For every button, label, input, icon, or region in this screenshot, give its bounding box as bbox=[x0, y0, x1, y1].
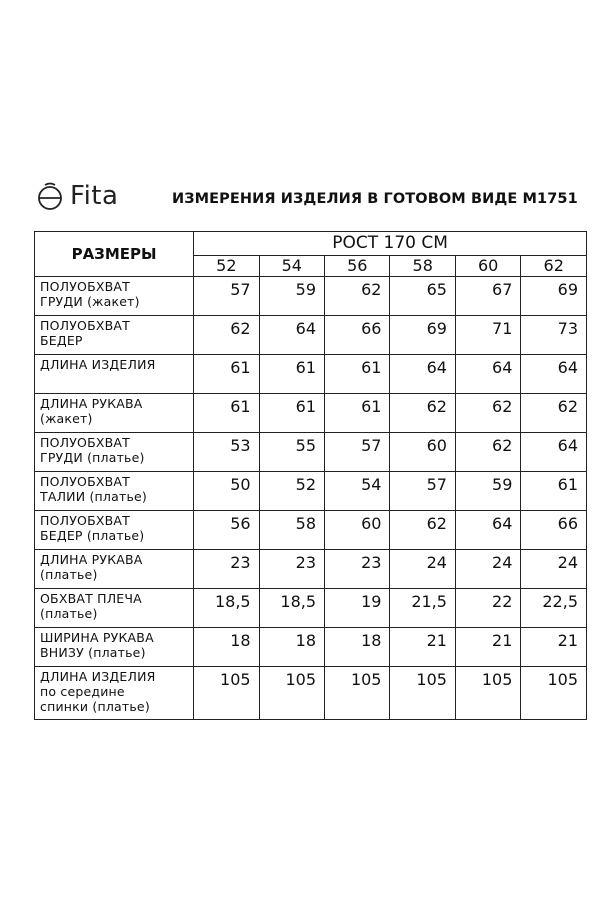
measurement-value: 54 bbox=[325, 472, 390, 511]
measurement-label-line: ДЛИНА ИЗДЕЛИЯ bbox=[40, 669, 156, 684]
measurement-value: 67 bbox=[455, 277, 520, 316]
measurement-value: 62 bbox=[455, 394, 520, 433]
measurement-value: 64 bbox=[521, 355, 587, 394]
measurement-value: 105 bbox=[325, 667, 390, 720]
measurement-value: 64 bbox=[521, 433, 587, 472]
size-header-cell: 56 bbox=[325, 256, 390, 277]
measurement-value: 18,5 bbox=[194, 589, 259, 628]
measurement-value: 105 bbox=[194, 667, 259, 720]
measurement-value: 21 bbox=[390, 628, 455, 667]
measurement-label bbox=[35, 511, 194, 550]
measurement-label bbox=[35, 589, 194, 628]
measurement-label-line: ТАЛИИ (платье) bbox=[40, 489, 147, 504]
measurement-value: 53 bbox=[194, 433, 259, 472]
measurement-value: 62 bbox=[390, 511, 455, 550]
measurement-value: 23 bbox=[325, 550, 390, 589]
measurement-value: 105 bbox=[455, 667, 520, 720]
measurement-value: 61 bbox=[259, 355, 324, 394]
measurement-value: 50 bbox=[194, 472, 259, 511]
document-header bbox=[36, 178, 578, 214]
measurement-label-line: ПОЛУОБХВАТ bbox=[40, 318, 130, 333]
measurement-value: 22,5 bbox=[521, 589, 587, 628]
measurement-label-line bbox=[40, 372, 189, 387]
measurement-value: 61 bbox=[194, 355, 259, 394]
brand-name: Fita bbox=[70, 181, 119, 211]
measurement-value: 105 bbox=[521, 667, 587, 720]
measurement-value: 60 bbox=[325, 511, 390, 550]
measurement-value: 18 bbox=[194, 628, 259, 667]
measurement-value: 64 bbox=[455, 511, 520, 550]
measurement-value: 105 bbox=[390, 667, 455, 720]
table-row bbox=[35, 277, 587, 316]
table-header-row bbox=[35, 232, 587, 256]
measurement-label-line: ВНИЗУ (платье) bbox=[40, 645, 146, 660]
size-header-cell: 58 bbox=[390, 256, 455, 277]
brand-logo bbox=[36, 178, 118, 214]
measurement-label-line: ГРУДИ (платье) bbox=[40, 450, 145, 465]
size-header-cell: 60 bbox=[455, 256, 520, 277]
measurement-label-line: ПОЛУОБХВАТ bbox=[40, 474, 130, 489]
measurement-value: 61 bbox=[325, 355, 390, 394]
measurement-label-line: ШИРИНА РУКАВА bbox=[40, 630, 154, 645]
measurement-label-line: ГРУДИ (жакет) bbox=[40, 294, 140, 309]
measurement-value: 64 bbox=[259, 316, 324, 355]
measurement-value: 62 bbox=[521, 394, 587, 433]
measurement-value: 56 bbox=[194, 511, 259, 550]
measurement-value: 62 bbox=[455, 433, 520, 472]
measurement-value: 22 bbox=[455, 589, 520, 628]
measurement-value: 21 bbox=[521, 628, 587, 667]
measurement-label-line: по середине bbox=[40, 684, 125, 699]
measurement-value: 18,5 bbox=[259, 589, 324, 628]
measurement-value: 58 bbox=[259, 511, 324, 550]
measurement-value: 64 bbox=[455, 355, 520, 394]
size-header-cell: 62 bbox=[521, 256, 587, 277]
measurement-value: 62 bbox=[194, 316, 259, 355]
measurement-value: 19 bbox=[325, 589, 390, 628]
measurement-value: 59 bbox=[259, 277, 324, 316]
measurement-label-line: (жакет) bbox=[40, 411, 93, 426]
measurement-value: 57 bbox=[390, 472, 455, 511]
measurement-value: 55 bbox=[259, 433, 324, 472]
measurement-value: 105 bbox=[259, 667, 324, 720]
table-row bbox=[35, 472, 587, 511]
measurement-value: 61 bbox=[521, 472, 587, 511]
table-row bbox=[35, 667, 587, 720]
measurement-value: 21,5 bbox=[390, 589, 455, 628]
measurement-value: 66 bbox=[521, 511, 587, 550]
measurement-label bbox=[35, 355, 194, 394]
measurement-value: 64 bbox=[390, 355, 455, 394]
measurement-label-line: БЕДЕР bbox=[40, 333, 83, 348]
measurement-value: 24 bbox=[455, 550, 520, 589]
table-row bbox=[35, 316, 587, 355]
measurement-label-line: БЕДЕР (платье) bbox=[40, 528, 145, 543]
measurement-value: 61 bbox=[194, 394, 259, 433]
measurement-label bbox=[35, 433, 194, 472]
table-row bbox=[35, 433, 587, 472]
table-row bbox=[35, 628, 587, 667]
measurement-value: 61 bbox=[325, 394, 390, 433]
table-row bbox=[35, 511, 587, 550]
table-row bbox=[35, 589, 587, 628]
table-row bbox=[35, 355, 587, 394]
measurement-label-line: ПОЛУОБХВАТ bbox=[40, 435, 130, 450]
size-header-cell: 52 bbox=[194, 256, 259, 277]
measurement-label bbox=[35, 277, 194, 316]
fita-logo-icon bbox=[36, 181, 64, 211]
measurement-value: 73 bbox=[521, 316, 587, 355]
measurement-label-line: спинки (платье) bbox=[40, 699, 150, 714]
measurement-value: 24 bbox=[390, 550, 455, 589]
measurement-value: 52 bbox=[259, 472, 324, 511]
measurement-label bbox=[35, 316, 194, 355]
measurement-value: 71 bbox=[455, 316, 520, 355]
measurement-label bbox=[35, 394, 194, 433]
measurement-label-line: ДЛИНА РУКАВА bbox=[40, 552, 143, 567]
measurement-label-line: ДЛИНА ИЗДЕЛИЯ bbox=[40, 357, 156, 372]
table-row bbox=[35, 550, 587, 589]
measurement-label-line: ПОЛУОБХВАТ bbox=[40, 513, 130, 528]
measurement-label bbox=[35, 550, 194, 589]
sizes-header: РАЗМЕРЫ bbox=[35, 232, 194, 277]
measurement-value: 65 bbox=[390, 277, 455, 316]
measurement-label-line: ОБХВАТ ПЛЕЧА bbox=[40, 591, 142, 606]
measurement-value: 57 bbox=[325, 433, 390, 472]
measurement-label-line: (платье) bbox=[40, 606, 98, 621]
measurement-label-line: ДЛИНА РУКАВА bbox=[40, 396, 143, 411]
measurement-value: 69 bbox=[390, 316, 455, 355]
measurement-value: 18 bbox=[325, 628, 390, 667]
measurement-label bbox=[35, 628, 194, 667]
measurement-label-line: (платье) bbox=[40, 567, 98, 582]
measurement-value: 18 bbox=[259, 628, 324, 667]
measurement-value: 24 bbox=[521, 550, 587, 589]
document-title: ИЗМЕРЕНИЯ ИЗДЕЛИЯ В ГОТОВОМ ВИДЕ М1751 bbox=[172, 191, 578, 207]
size-chart-table bbox=[34, 231, 587, 720]
measurement-label-line: ПОЛУОБХВАТ bbox=[40, 279, 130, 294]
measurement-value: 62 bbox=[390, 394, 455, 433]
measurement-value: 23 bbox=[259, 550, 324, 589]
measurement-value: 57 bbox=[194, 277, 259, 316]
measurement-value: 21 bbox=[455, 628, 520, 667]
measurement-value: 66 bbox=[325, 316, 390, 355]
measurement-label bbox=[35, 667, 194, 720]
measurement-value: 59 bbox=[455, 472, 520, 511]
measurement-value: 62 bbox=[325, 277, 390, 316]
measurement-value: 60 bbox=[390, 433, 455, 472]
measurement-value: 69 bbox=[521, 277, 587, 316]
table-row bbox=[35, 394, 587, 433]
height-header: РОСТ 170 СМ bbox=[194, 232, 587, 256]
size-header-cell: 54 bbox=[259, 256, 324, 277]
measurement-value: 61 bbox=[259, 394, 324, 433]
measurement-value: 23 bbox=[194, 550, 259, 589]
measurement-label bbox=[35, 472, 194, 511]
